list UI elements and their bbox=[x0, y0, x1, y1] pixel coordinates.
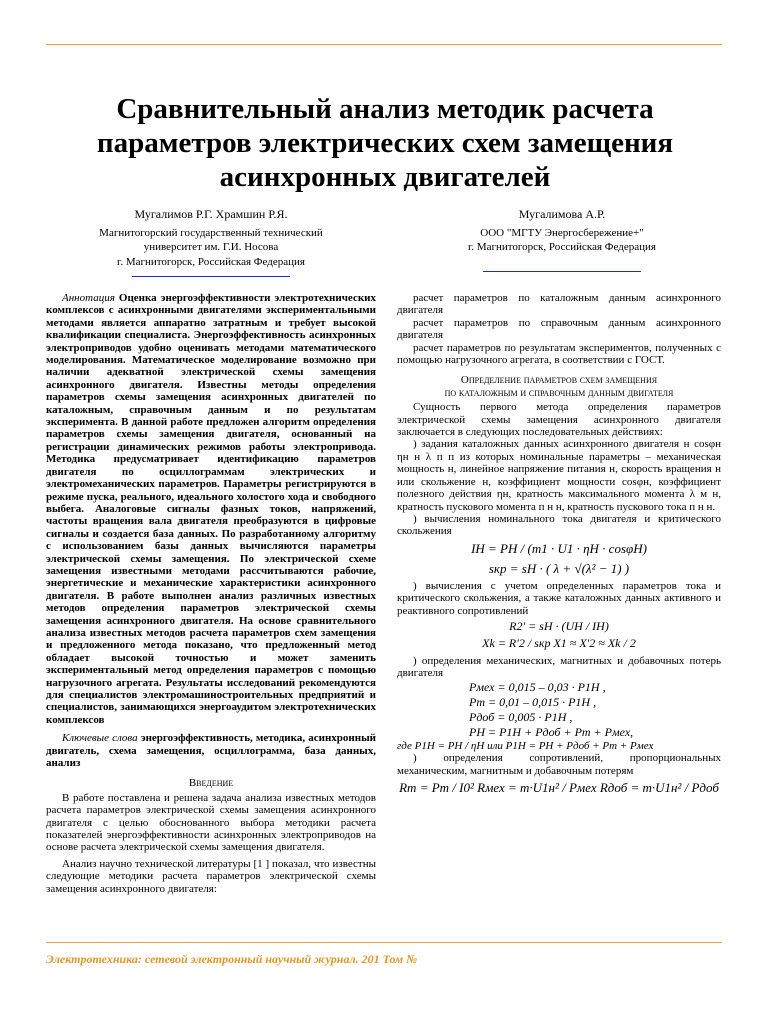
affiliation-left-3: г. Магнитогорск, Российская Федерация bbox=[117, 255, 305, 268]
email-underline-right bbox=[483, 271, 641, 272]
formula-magnetic-loss: Pm = 0,01 – 0,015 · P1H , bbox=[469, 694, 597, 709]
method-item-3: расчет параметров по результатам экспериментов, полученных с помощью нагрузочного агрегата, в соответствии с ГОСТ. bbox=[397, 341, 721, 367]
email-underline-left bbox=[132, 276, 290, 277]
step-3: ) вычисления с учетом определенных параметров тока и критического скольжения, а также каталожных данных активного и реактивного сопротивлений bbox=[397, 579, 721, 617]
step-1: ) задания каталожных данных асинхронного двигателя н cosφн ηн н λ п п из которых номинальные параметры – механическая мощность н, линейное напряжение питания н, скорость вращения н или скольжение н, коэффициент мощности cosφн, коэффициент полезного действия ηн, кратность максимального момента λ м н, кратность пускового момента п н н, кратность пускового тока п н н. bbox=[397, 438, 721, 513]
intro-heading: Введение bbox=[188, 777, 234, 790]
section-heading bbox=[397, 374, 721, 399]
step-2: ) вычисления номинального тока двигателя и критического скольжения bbox=[397, 512, 721, 538]
section-heading-line-1: Определение параметров схем замещения bbox=[460, 374, 658, 387]
author-names-right: Мугалимова А.Р. bbox=[518, 207, 606, 221]
formula-rotor-resistance: R2' = sH · (UH / IH) bbox=[509, 618, 609, 633]
abstract bbox=[46, 292, 376, 726]
footer-rule bbox=[46, 942, 722, 943]
title-line-3: асинхронных двигателей bbox=[219, 161, 551, 193]
section-heading-line-2: по каталожным и справочным данным двигателя bbox=[444, 386, 674, 399]
formula-loss-resistances: Rm = Pm / I0² Rмех = m·U1н² / Pмех Rдоб = m·U1н² / Pдоб bbox=[399, 779, 719, 795]
affiliation-left-1: Магнитогорский государственный технический bbox=[99, 226, 323, 239]
formula-reactance: Xk = R'2 / sкр X1 ≈ X'2 ≈ Xk / 2 bbox=[482, 635, 636, 650]
keywords bbox=[46, 732, 376, 769]
abstract-label: Аннотация bbox=[62, 292, 115, 304]
formula-losses bbox=[397, 680, 721, 740]
method-item-2: расчет параметров по справочным данным асинхронного двигателя bbox=[397, 316, 721, 342]
paper-title bbox=[60, 92, 710, 194]
keywords-text: энергоэффективность, методика, асинхронный двигатель, схема замещения, осциллограмма, база данных, анализ bbox=[46, 732, 377, 770]
formula-mech-loss: Pмех = 0,015 – 0,03 · P1H , bbox=[469, 679, 606, 694]
author-names-left: Мугалимов Р.Г. Храмшин Р.Я. bbox=[134, 207, 288, 221]
title-line-2: параметров электрических схем замещения bbox=[96, 127, 674, 159]
keywords-label: Ключевые слова bbox=[62, 732, 138, 745]
formula-input-power: где P1H = PH / ηH или P1H = PH + Pдоб + Pm + Pмех bbox=[397, 739, 654, 752]
right-column bbox=[397, 292, 721, 799]
formula-additional-loss: Pдоб = 0,005 · P1H , bbox=[469, 709, 573, 724]
intro-paragraph-1: В работе поставлена и решена задача анализа известных методов расчета параметров электрической схемы замещения асинхронного двигателя с целью обоснованного выбора методики расчета показателей энергоэффективности асинхронных электроприводов на основе расчета электрической схемы замещения двигателя. bbox=[46, 791, 376, 854]
step-5: ) определения сопротивлений, пропорциональных механическим, магнитным и добавочным потерям bbox=[397, 752, 721, 777]
step-4: ) определения механических, магнитных и добавочных потерь двигателя bbox=[397, 654, 721, 680]
authors-right bbox=[397, 207, 727, 272]
intro-paragraph-2: Анализ научно технической литературы [1 ] показал, что известны следующие методики расчета параметров электрической схемы замещения асинхронного двигателя: bbox=[46, 857, 376, 895]
formula-power-balance: PH = P1H + Pдоб + Pm + Pмех, bbox=[469, 724, 634, 739]
formula-rated-current: IH = PH / (m1 · U1 · ηH · cosφH) bbox=[471, 540, 647, 556]
top-rule bbox=[46, 44, 722, 45]
method-item-1: расчет параметров по каталожным данным асинхронного двигателя bbox=[397, 292, 721, 317]
left-column bbox=[46, 292, 376, 895]
formula-critical-slip: sкр = sH · ( λ + √(λ² − 1) ) bbox=[488, 560, 630, 576]
journal-footer: Электротехника: сетевой электронный научный журнал. 201 Том № bbox=[46, 952, 418, 966]
affiliation-left-2: университет им. Г.И. Носова bbox=[143, 241, 279, 253]
affiliation-right-2: г. Магнитогорск, Российская Федерация bbox=[468, 241, 656, 253]
affiliation-right-1: ООО "МГТУ Энергосбережение+" bbox=[480, 226, 644, 239]
authors-left bbox=[46, 207, 376, 277]
title-line-1: Сравнительный анализ методик расчета bbox=[116, 93, 654, 125]
method-essence: Сущность первого метода определения параметров электрической схемы замещения асинхронного двигателя заключается в следующих последовательных действиях: bbox=[397, 401, 721, 439]
abstract-text: Оценка энергоэффективности электротехнических комплексов с асинхронными двигателями экспериментальными методами является аппаратно затратным и требует высокой квалификации специалиста. Энергоэффективность асинхронных электроприводов удобно оценивать методами математического моделирования. Математическое моделирование возможно при наличии адекватной электрической схемы замещения асинхронного двигателя. Известны методы определения параметров схемы замещения асинхронных двигателей по каталожным, справочным данным и по результатам эксперимента. В данной работе предложен алгоритм определения параметров схемы замещения двигателя, основанный на регистрации динамических режимов работы электропривода. Методика предусматривает идентификацию параметров двигателя по осциллограммам электрических и электромеханических параметров. Параметры регистрируются в режиме пуска, реального, идеального холостого хода и свободного выбега. Аналоговые сигналы фазных токов, напряжений, частоты вращения вала двигателя преобразуются в цифровые сигналы и создается база данных. По разработанному алгоритму с использованием базы данных вычисляются параметры электрической схемы замещения. По электрической схеме замещения известными методами рассчитываются рабочие, энергетические и механические характеристики асинхронного двигателя. В работе выполнен анализ различных известных методов определения параметров электрической схемы замещения асинхронного двигателя. На основе сравнительного анализа известных методов расчета параметров схем замещения и предложенного метода показано, что предложенный метод обладает высокой точностью и может заменить экспериментальный метод определения параметров с помощью нагрузочного агрегата. Результаты исследований рекомендуются для специалистов электромашиностроительных предприятий и специалистов, занимающихся энергоаудитом электротехнических комплексов bbox=[46, 292, 376, 726]
